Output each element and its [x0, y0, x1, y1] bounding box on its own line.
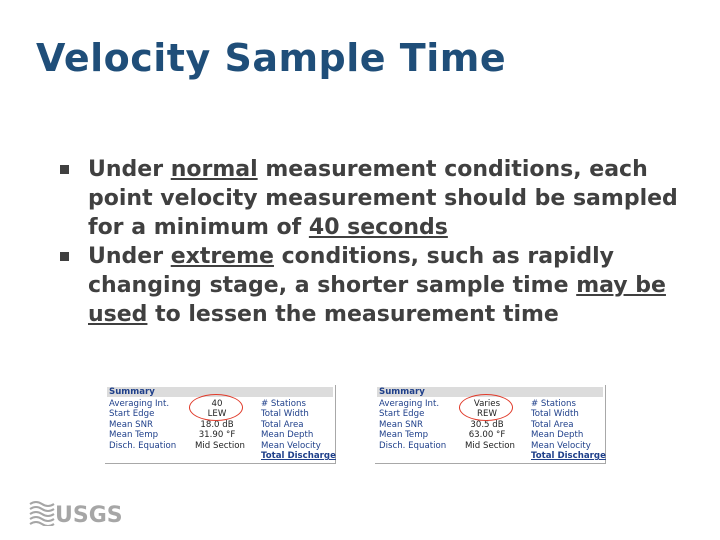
bullet-text-run: Under [88, 157, 171, 182]
summary-value: 18.0 dB [200, 419, 234, 430]
emphasized-text: 40 seconds [308, 215, 448, 240]
summary-value-averaging: Varies [473, 399, 501, 409]
summary-right-label: Mean Depth [261, 430, 314, 441]
summary-label: Mean Temp [379, 430, 429, 441]
summary-header: Summary [107, 387, 333, 397]
bullet-item [60, 155, 680, 242]
summary-value: REW [477, 409, 497, 420]
square-bullet-icon [60, 165, 69, 174]
bullet-text-run: Under [88, 244, 171, 269]
usgs-logo-text: USGS [55, 503, 123, 526]
summary-labels [109, 399, 176, 451]
bullet-item [60, 242, 680, 329]
summary-label: Mean Temp [109, 430, 159, 441]
summary-label: Disch. Equation [379, 440, 447, 451]
bullet-text-run: conditions, such as rapidly changing stage, a shorter sample time [88, 244, 615, 298]
emphasized-text: may be used [88, 273, 666, 327]
summary-value: Mid Section [465, 440, 515, 451]
summary-value: LEW [207, 409, 227, 420]
usgs-logo [28, 498, 124, 526]
summary-right-label: # Stations [261, 399, 306, 409]
summary-panel-right [375, 385, 606, 464]
total-discharge-label: Total Discharge [261, 451, 336, 462]
highlight-circle [189, 394, 243, 421]
emphasized-text: extreme [170, 244, 274, 269]
summary-label: Start Edge [109, 409, 155, 420]
summary-right-label: Total Width [531, 409, 579, 420]
slide-title: Velocity Sample Time [36, 36, 507, 80]
summary-right-label: # Stations [531, 399, 576, 409]
total-discharge-label: Total Discharge [531, 451, 606, 462]
summary-value: 31.90 °F [198, 430, 236, 441]
summary-right-label: Mean Velocity [261, 440, 321, 451]
emphasized-text: normal [170, 157, 258, 182]
highlight-circle [459, 394, 513, 421]
summary-value: 63.00 °F [468, 430, 506, 441]
summary-label: Averaging Int. [109, 399, 170, 409]
bullet-list [60, 155, 680, 329]
summary-labels [379, 399, 446, 451]
bullet-text [88, 244, 666, 327]
bullet-text [88, 157, 678, 240]
summary-right-labels [261, 399, 336, 461]
summary-label: Start Edge [379, 409, 425, 420]
summary-value: Mid Section [195, 440, 245, 451]
summary-label: Averaging Int. [379, 399, 440, 409]
summary-value-averaging: 40 [211, 399, 223, 409]
summary-label: Mean SNR [379, 419, 424, 430]
bullet-text-run: to lessen the measurement time [147, 302, 559, 327]
summary-panel-left [105, 385, 336, 464]
summary-label: Disch. Equation [109, 440, 177, 451]
summary-right-labels [531, 399, 606, 461]
square-bullet-icon [60, 252, 69, 261]
summary-label: Mean SNR [109, 419, 154, 430]
summary-right-label: Total Width [261, 409, 309, 420]
summary-header: Summary [377, 387, 603, 397]
bullet-text-run: measurement conditions, each point velocity measurement should be sampled for a minimum of [88, 157, 678, 240]
usgs-wave-icon [30, 502, 54, 526]
summary-right-label: Total Area [531, 419, 574, 430]
summary-right-label: Mean Velocity [531, 440, 591, 451]
summary-right-label: Total Area [261, 419, 304, 430]
summary-right-label: Mean Depth [531, 430, 584, 441]
summary-value: 30.5 dB [470, 419, 504, 430]
